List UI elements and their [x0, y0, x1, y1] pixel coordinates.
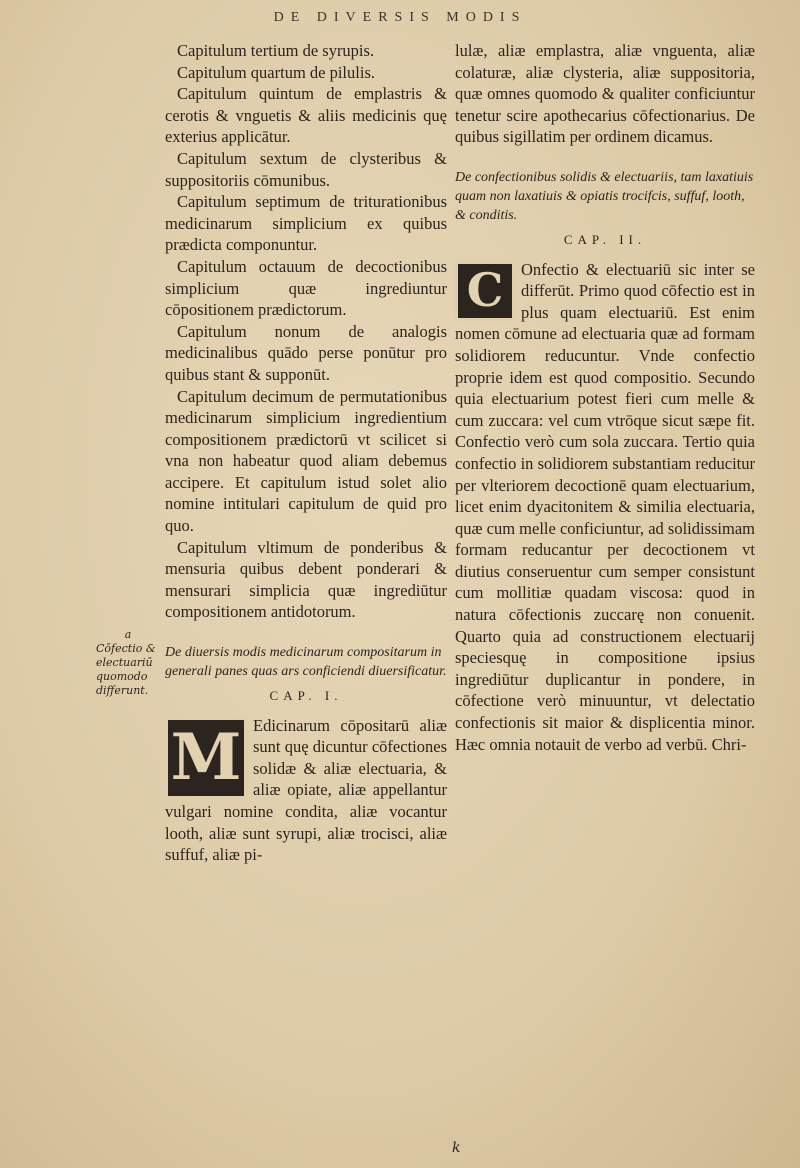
chapter-list-item: Capitulum sextum de clysteribus & suppositoriis cōmunibus.	[165, 148, 447, 190]
margin-note-marker: a	[124, 628, 132, 641]
signature-mark: k	[452, 1140, 461, 1156]
section-heading: De diuersis modis medicinarum compositarum in generali panes quas ars conficiendi diuersificatur.	[165, 645, 447, 680]
chapter-list-item: Capitulum vltimum de ponderibus & mensuria quibus debent ponderari & mensurari simplicia quæ ingrediūtur compositionem antidotorum.	[165, 537, 447, 622]
ornamental-initial: C	[455, 261, 515, 321]
ornamental-initial: M	[165, 717, 247, 799]
chapter-list-item: Capitulum quintum de emplastris & cerotis & vnguetis & aliis medicinis quę exterius applicātur.	[165, 84, 447, 147]
chapter-number: CAP. I.	[269, 688, 343, 704]
left-column	[165, 40, 447, 866]
chapter-list-item: Capitulum decimum de permutationibus medicinarum simplicium ingredientium compositionem prædictorū vt scilicet si vna non habeatur quod aliam debemus accipere. Et capitulum istud solet alio nomine intitulari capitulum de quid pro quo.	[165, 386, 447, 536]
body-text: Edicinarum cōpositarū aliæ sunt quę dicuntur cōfectiones solidæ & aliæ electuaria, & aliæ opiate, aliæ appellantur vulgari nomine condita, aliæ vocantur looth, aliæ sunt syrupi, aliæ trocisci, aliæ suffuf, aliæ pi-	[165, 715, 447, 865]
section-heading: De confectionibus solidis & electuariis, tam laxatiuis quam non laxatiuis & opiatis trocifcis, suffuf, looth, & conditis.	[455, 169, 754, 223]
chapter-list-item: Capitulum septimum de triturationibus medicinarum simplicium ex quibus prædicta componuntur.	[165, 192, 447, 255]
body-text: Onfectio & electuariū sic inter se differūt. Primo quod cōfectio est in plus quam electuariū. Est enim nomen cōmune ad electuaria quæ ad formam solidiorem reducuntur. Vnde confectio proprie idem est quod compositio. Secundo quia electuarium potest fieri cum melle & cum zuccara: vel cum vtrōque sicut sæpe fit. Confectio verò cum sola zuccara. Tertio quia confectio in solidiorem substantiam reducitur per vlteriorem decoctionē quam electuarium, licet enim dyacitonitem & similia electuaria, quæ cum melle conficiuntur, ad solidissimam formam reducantur per decoctionem vt diutius conseruentur cum semper consistunt cum mollitiæ quadam viscosa: quod in natura cōfectionis zuccarę non conuenit. Quarto quia ad constructionem electuarij speciesquę in compositione ipsius ingrediūtur duplicantur in pondere, in cōfectione verò minuuntur, vt delectatio confectionis sit maior & displicentia minor. Hæc omnia notauit de verbo ad verbū. Chri-	[455, 259, 755, 754]
chapter-list-item: Capitulum nonum de analogis medicinalibus quādo perse ponūtur pro quibus stant & supponūt.	[165, 321, 447, 384]
body-text: lulæ, aliæ emplastra, aliæ vnguenta, aliæ colaturæ, aliæ clysteria, aliæ suppositoria, quæ omnes quomodo & qualiter conficiuntur tenetur scire apothecarius cōfectionarius. De quibus sigillatim per ordinem dicamus.	[455, 41, 755, 147]
chapter-list-item: Capitulum octauum de decoctionibus simplicium quæ ingrediuntur cōpositionem prædictorum.	[165, 256, 447, 320]
margin-note-text: Cōfectio & electuariū quomodo differunt.	[96, 642, 156, 697]
chapter-list-item: Capitulum tertium de syrupis.	[177, 41, 375, 60]
right-column	[455, 40, 755, 755]
chapter-list-item: Capitulum quartum de pilulis.	[177, 62, 375, 82]
running-head: DE DIVERSIS MODIS	[273, 10, 527, 25]
margin-note	[96, 628, 160, 698]
chapter-number: CAP. II.	[563, 231, 647, 247]
